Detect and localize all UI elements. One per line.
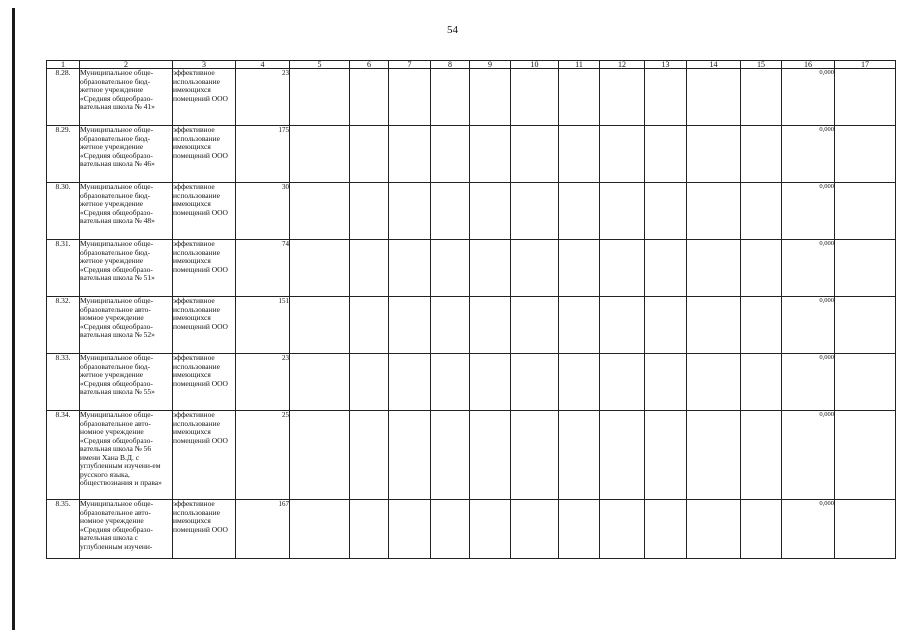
indicator-cell: эффективное использование имеющихся помещений ООО: [173, 240, 236, 297]
value-cell: 30: [236, 183, 290, 240]
empty-cell: [687, 126, 741, 183]
empty-cell: [741, 411, 782, 500]
scan-edge-mark: [12, 8, 15, 630]
indicator-cell: эффективное использование имеющихся помещений ООО: [173, 500, 236, 559]
column-header: 4: [236, 61, 290, 69]
row-number-cell: 8.31.: [47, 240, 80, 297]
empty-cell: [431, 500, 470, 559]
row-number-cell: 8.30.: [47, 183, 80, 240]
row-number-cell: 8.35.: [47, 500, 80, 559]
empty-cell: [290, 411, 350, 500]
empty-cell: [350, 411, 389, 500]
column-header: 3: [173, 61, 236, 69]
row-number-cell: 8.34.: [47, 411, 80, 500]
indicator-cell: эффективное использование имеющихся помещений ООО: [173, 297, 236, 354]
row-number-cell: 8.33.: [47, 354, 80, 411]
empty-cell: [600, 126, 645, 183]
value-cell: 167: [236, 500, 290, 559]
empty-cell: [350, 500, 389, 559]
column-header: 10: [511, 61, 559, 69]
empty-cell: [645, 500, 687, 559]
empty-cell: [741, 354, 782, 411]
empty-cell: [835, 411, 896, 500]
page-number: 54: [447, 24, 458, 36]
empty-cell: [350, 297, 389, 354]
column-16-cell: 0,000: [782, 69, 835, 126]
empty-cell: [290, 354, 350, 411]
empty-cell: [350, 354, 389, 411]
empty-cell: [559, 126, 600, 183]
empty-cell: [559, 297, 600, 354]
column-header: 9: [470, 61, 511, 69]
empty-cell: [389, 69, 431, 126]
empty-cell: [290, 240, 350, 297]
empty-cell: [835, 183, 896, 240]
empty-cell: [290, 297, 350, 354]
table-row: [47, 69, 896, 126]
column-16-cell: 0,000: [782, 500, 835, 559]
institution-name-cell: Муниципальное обще-образовательное бюд-жетное учреждение «Средняя общеобразо-вательная школа № 51»: [80, 240, 173, 297]
empty-cell: [290, 500, 350, 559]
empty-cell: [600, 183, 645, 240]
empty-cell: [431, 411, 470, 500]
indicator-cell: эффективное использование имеющихся помещений ООО: [173, 69, 236, 126]
empty-cell: [835, 354, 896, 411]
value-cell: 74: [236, 240, 290, 297]
empty-cell: [431, 297, 470, 354]
empty-cell: [741, 240, 782, 297]
column-16-cell: 0,000: [782, 240, 835, 297]
empty-cell: [431, 126, 470, 183]
empty-cell: [600, 240, 645, 297]
empty-cell: [741, 126, 782, 183]
column-header: 12: [600, 61, 645, 69]
empty-cell: [835, 126, 896, 183]
empty-cell: [687, 240, 741, 297]
empty-cell: [470, 297, 511, 354]
empty-cell: [511, 297, 559, 354]
empty-cell: [559, 69, 600, 126]
column-header: 7: [389, 61, 431, 69]
indicator-cell: эффективное использование имеющихся помещений ООО: [173, 354, 236, 411]
institution-name-cell: Муниципальное обще-образовательное авто-номное учреждение «Средняя общеобразо-вательная школа № 56 имени Хана В.Д. с углубленным изучени-ем русского языка, обществознания и права»: [80, 411, 173, 500]
empty-cell: [741, 500, 782, 559]
empty-cell: [600, 411, 645, 500]
value-cell: 175: [236, 126, 290, 183]
value-cell: 151: [236, 297, 290, 354]
empty-cell: [559, 183, 600, 240]
empty-cell: [511, 500, 559, 559]
empty-cell: [290, 69, 350, 126]
empty-cell: [470, 240, 511, 297]
column-16-cell: 0,000: [782, 126, 835, 183]
column-16-cell: 0,000: [782, 183, 835, 240]
empty-cell: [389, 411, 431, 500]
empty-cell: [389, 240, 431, 297]
empty-cell: [470, 183, 511, 240]
column-header: 5: [290, 61, 350, 69]
empty-cell: [600, 297, 645, 354]
empty-cell: [645, 297, 687, 354]
empty-cell: [687, 354, 741, 411]
empty-cell: [559, 500, 600, 559]
column-16-cell: 0,000: [782, 411, 835, 500]
row-number-cell: 8.32.: [47, 297, 80, 354]
institution-name-cell: Муниципальное обще-образовательное бюд-жетное учреждение «Средняя общеобразо-вательная школа № 55»: [80, 354, 173, 411]
table-row: [47, 297, 896, 354]
empty-cell: [600, 354, 645, 411]
table-row: [47, 411, 896, 500]
empty-cell: [350, 69, 389, 126]
column-number-row: [47, 61, 896, 69]
empty-cell: [741, 297, 782, 354]
column-16-cell: 0,000: [782, 297, 835, 354]
table-row: [47, 354, 896, 411]
empty-cell: [835, 240, 896, 297]
column-header: 11: [559, 61, 600, 69]
column-header: 2: [80, 61, 173, 69]
table-row: [47, 500, 896, 559]
empty-cell: [687, 183, 741, 240]
empty-cell: [290, 183, 350, 240]
empty-cell: [559, 411, 600, 500]
column-header: 8: [431, 61, 470, 69]
empty-cell: [431, 240, 470, 297]
empty-cell: [687, 297, 741, 354]
empty-cell: [350, 240, 389, 297]
empty-cell: [511, 183, 559, 240]
empty-cell: [350, 183, 389, 240]
empty-cell: [470, 354, 511, 411]
empty-cell: [470, 411, 511, 500]
institution-name-cell: Муниципальное обще-образовательное авто-номное учреждение «Средняя общеобразо-вательная школа № 52»: [80, 297, 173, 354]
value-cell: 23: [236, 354, 290, 411]
empty-cell: [431, 183, 470, 240]
empty-cell: [645, 183, 687, 240]
empty-cell: [600, 500, 645, 559]
institution-name-cell: Муниципальное обще-образовательное авто-номное учреждение «Средняя общеобразо-вательная школа с углубленным изучени-: [80, 500, 173, 559]
column-header: 1: [47, 61, 80, 69]
empty-cell: [687, 500, 741, 559]
empty-cell: [645, 354, 687, 411]
indicator-cell: эффективное использование имеющихся помещений ООО: [173, 411, 236, 500]
empty-cell: [431, 69, 470, 126]
empty-cell: [645, 240, 687, 297]
column-header: 16: [782, 61, 835, 69]
column-header: 14: [687, 61, 741, 69]
column-header: 13: [645, 61, 687, 69]
empty-cell: [389, 354, 431, 411]
column-header: 17: [835, 61, 896, 69]
column-16-cell: 0,000: [782, 354, 835, 411]
empty-cell: [511, 411, 559, 500]
column-header: 15: [741, 61, 782, 69]
empty-cell: [290, 126, 350, 183]
empty-cell: [470, 69, 511, 126]
column-header: 6: [350, 61, 389, 69]
empty-cell: [559, 354, 600, 411]
empty-cell: [645, 411, 687, 500]
empty-cell: [511, 69, 559, 126]
empty-cell: [389, 297, 431, 354]
empty-cell: [687, 411, 741, 500]
empty-cell: [350, 126, 389, 183]
indicator-cell: эффективное использование имеющихся помещений ООО: [173, 183, 236, 240]
empty-cell: [389, 183, 431, 240]
empty-cell: [470, 500, 511, 559]
empty-cell: [559, 240, 600, 297]
empty-cell: [741, 183, 782, 240]
institution-name-cell: Муниципальное обще-образовательное бюд-жетное учреждение «Средняя общеобразо-вательная школа № 46»: [80, 126, 173, 183]
data-table: [46, 60, 896, 559]
institution-name-cell: Муниципальное обще-образовательное бюд-жетное учреждение «Средняя общеобразо-вательная школа № 41»: [80, 69, 173, 126]
empty-cell: [835, 69, 896, 126]
empty-cell: [645, 69, 687, 126]
value-cell: 25: [236, 411, 290, 500]
empty-cell: [511, 126, 559, 183]
empty-cell: [431, 354, 470, 411]
row-number-cell: 8.28.: [47, 69, 80, 126]
empty-cell: [687, 69, 741, 126]
table-row: [47, 126, 896, 183]
empty-cell: [741, 69, 782, 126]
empty-cell: [511, 240, 559, 297]
table-row: [47, 240, 896, 297]
empty-cell: [835, 297, 896, 354]
empty-cell: [389, 126, 431, 183]
table-row: [47, 183, 896, 240]
empty-cell: [389, 500, 431, 559]
institution-name-cell: Муниципальное обще-образовательное бюд-жетное учреждение «Средняя общеобразо-вательная школа № 48»: [80, 183, 173, 240]
empty-cell: [470, 126, 511, 183]
empty-cell: [511, 354, 559, 411]
indicator-cell: эффективное использование имеющихся помещений ООО: [173, 126, 236, 183]
value-cell: 23: [236, 69, 290, 126]
empty-cell: [835, 500, 896, 559]
row-number-cell: 8.29.: [47, 126, 80, 183]
empty-cell: [645, 126, 687, 183]
empty-cell: [600, 69, 645, 126]
